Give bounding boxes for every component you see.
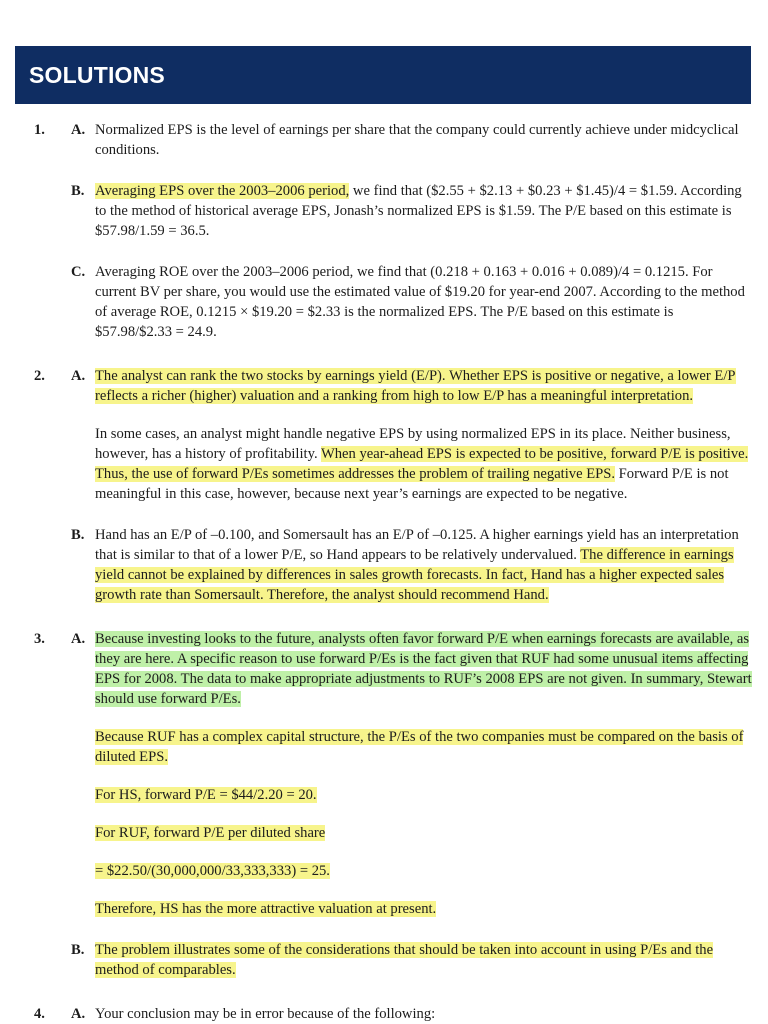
answer-text — [95, 940, 753, 980]
page-title: SOLUTIONS — [29, 61, 165, 88]
calc-line-2 — [95, 823, 753, 843]
highlighted-text: The problem illustrates some of the considerations that should be taken into account in using P/Es and the method of comparables. — [95, 942, 714, 978]
question-1-part-c — [71, 262, 753, 342]
answer-paragraph-2 — [95, 424, 753, 504]
question-number: 2. — [34, 368, 45, 384]
highlighted-text: Averaging EPS over the 2003–2006 period, — [95, 183, 350, 199]
question-1-part-a — [71, 120, 753, 160]
question-number: 3. — [34, 631, 45, 647]
question-3-part-a — [71, 629, 753, 919]
part-label: B. — [71, 942, 85, 958]
highlighted-text: The difference in earnings yield cannot be explained by differences in sales growth forecasts. In fact, Hand has a higher expected sales growth rate than Somersault. Therefore, the analyst should recommend Hand. — [95, 547, 734, 603]
calc-line-4 — [95, 899, 753, 919]
question-4 — [0, 1004, 768, 1024]
question-4-part-a — [71, 1004, 753, 1024]
question-number: 1. — [34, 122, 45, 138]
highlighted-text: Because RUF has a complex capital structure, the P/Es of the two companies must be compared on the basis of diluted EPS. — [95, 729, 744, 765]
answer-text-plain: Hand has an E/P of –0.100, and Somersault has an E/P of –0.125. A higher earnings yield has an interpretation that is similar to that of a lower P/E, so Hand appears to be relatively undervalued. — [95, 527, 739, 563]
question-2-part-b — [71, 525, 753, 605]
part-label: A. — [71, 368, 86, 384]
highlighted-text: = $22.50/(30,000,000/33,333,333) = 25. — [95, 863, 330, 879]
answer-text: Averaging ROE over the 2003–2006 period, we find that (0.218 + 0.163 + 0.016 + 0.089)/4 = 0.1215. For current BV per share, you would use the estimated value of $19.20 for year-end 2007. According to the method of average ROE, 0.1215 × $19.20 = $2.33 is the normalized EPS. The P/E based on this estimate is $57.98/$2.33 = 24.9. — [95, 264, 745, 340]
question-number: 4. — [34, 1006, 45, 1022]
question-3 — [0, 629, 768, 980]
answer-text-plain: Forward P/E is not meaningful in this case, however, because next year’s earnings are expected to be negative. — [95, 466, 729, 502]
highlighted-text: For RUF, forward P/E per diluted share — [95, 825, 326, 841]
part-label: C. — [71, 264, 86, 280]
question-1-part-b — [71, 181, 753, 241]
solutions-header — [15, 46, 751, 104]
answer-text: Normalized EPS is the level of earnings per share that the company could currently achieve under midcyclical conditions. — [95, 122, 739, 158]
part-label: A. — [71, 122, 86, 138]
answer-text-continued: we find that ($2.55 + $2.13 + $0.23 + $1.45)/4 = $1.59. According to the method of historical average EPS, Jonash’s normalized EPS is $1.59. The P/E based on this estimate is $57.98/1.59 = 36.5. — [95, 183, 742, 239]
question-2 — [0, 366, 768, 605]
solutions-content — [0, 120, 768, 1024]
calc-line-1 — [95, 785, 753, 805]
part-label: B. — [71, 527, 85, 543]
highlighted-text: For HS, forward P/E = $44/2.20 = 20. — [95, 787, 317, 803]
answer-text: Your conclusion may be in error because of the following: — [95, 1006, 436, 1022]
part-label: B. — [71, 183, 85, 199]
part-label: A. — [71, 1006, 86, 1022]
answer-text — [95, 366, 753, 406]
green-highlighted-text: Because investing looks to the future, analysts often favor forward P/E when earnings forecasts are available, as they are here. A specific reason to use forward P/Es is the fact given that RUF had some unusual items affecting EPS for 2008. The data to make appropriate adjustments to RUF’s 2008 EPS are not given. In summary, Stewart should use forward P/Es. — [95, 631, 752, 707]
answer-text — [95, 629, 753, 709]
question-3-part-b — [71, 940, 753, 980]
answer-text — [95, 525, 753, 605]
part-label: A. — [71, 631, 86, 647]
calc-line-3 — [95, 861, 753, 881]
answer-paragraph-2 — [95, 727, 753, 767]
highlighted-text: The analyst can rank the two stocks by earnings yield (E/P). Whether EPS is positive or negative, a lower E/P reflects a richer (higher) valuation and a ranking from high to low E/P has a meaningful interpretation. — [95, 368, 736, 404]
answer-text-plain: In some cases, an analyst might handle negative EPS by using normalized EPS in its place. Neither business, however, has a history of profitability. — [95, 426, 731, 462]
question-2-part-a — [71, 366, 753, 504]
answer-text — [95, 181, 753, 241]
question-1 — [0, 120, 768, 342]
highlighted-text: When year-ahead EPS is expected to be positive, forward P/E is positive. Thus, the use of forward P/Es sometimes addresses the problem of trailing negative EPS. — [95, 446, 749, 482]
highlighted-text: Therefore, HS has the more attractive valuation at present. — [95, 901, 437, 917]
